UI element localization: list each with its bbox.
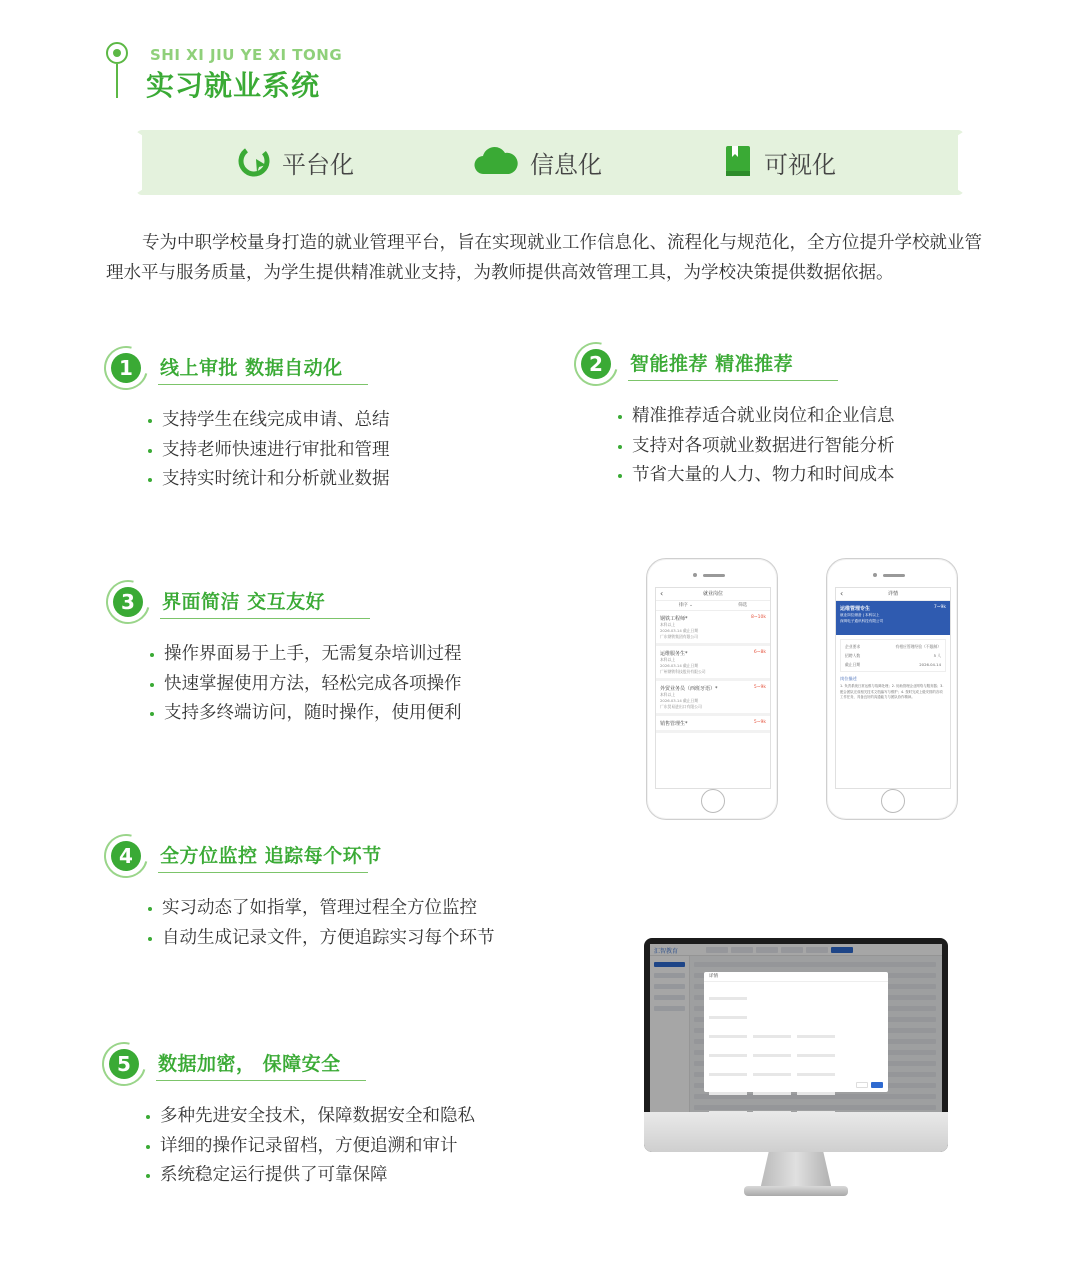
list-item: 支持多终端访问，随时操作，使用便利 bbox=[150, 699, 530, 729]
detail-section-title: 岗位描述 bbox=[840, 676, 857, 681]
feature-title: 线上审批 数据自动化 bbox=[160, 357, 343, 379]
job-meta: 本科以上 bbox=[660, 657, 676, 662]
feature-list bbox=[150, 640, 530, 729]
list-item: 支持对各项就业数据进行智能分析 bbox=[618, 432, 998, 462]
list-item: 支持老师快速进行审批和管理 bbox=[148, 436, 528, 466]
number-badge: 3 bbox=[106, 580, 150, 624]
filter-tabs bbox=[656, 601, 770, 611]
divider bbox=[628, 380, 838, 381]
feature-banner bbox=[136, 130, 964, 195]
detail-info-card bbox=[840, 639, 946, 672]
home-button bbox=[881, 789, 905, 813]
phone-mockup-job-detail bbox=[826, 558, 958, 820]
detail-meta: 深圳电子通讯科技有限公司 bbox=[840, 619, 884, 623]
banner-item-visual bbox=[724, 130, 836, 195]
list-item: 支持实时统计和分析就业数据 bbox=[148, 465, 528, 495]
feature-title: 数据加密， 保障安全 bbox=[158, 1053, 341, 1075]
camera-dot bbox=[873, 573, 877, 577]
page-title: 实习就业系统 bbox=[146, 69, 321, 102]
detail-row: 截止日期 2026.04.14 bbox=[845, 662, 941, 667]
admin-logo: 汇智教育 bbox=[654, 948, 679, 955]
list-item: 精准推荐适合就业岗位和企业信息 bbox=[618, 402, 998, 432]
list-item: 系统稳定运行提供了可靠保障 bbox=[146, 1161, 526, 1191]
phone-screen bbox=[655, 587, 771, 789]
list-item: 多种先进安全技术，保障数据安全和隐私 bbox=[146, 1102, 526, 1132]
job-title: 钢铁工程师* bbox=[660, 616, 688, 622]
job-title: 运维服务生* bbox=[660, 651, 688, 657]
dialog-buttons bbox=[856, 1082, 883, 1088]
job-title: 销售管理生* bbox=[660, 721, 688, 727]
number-badge: 4 bbox=[104, 834, 148, 878]
list-item: 操作界面易于上手，无需复杂培训过程 bbox=[150, 640, 530, 670]
desktop-monitor-mockup bbox=[644, 938, 948, 1152]
job-meta: 本科以上 bbox=[660, 692, 676, 697]
list-item: 支持学生在线完成申请、总结 bbox=[148, 406, 528, 436]
detail-row: 招聘人数 5 人 bbox=[845, 653, 941, 658]
list-item: 详细的操作记录留档，方便追溯和审计 bbox=[146, 1132, 526, 1162]
detail-job-title: 运维管理专生 bbox=[840, 606, 871, 612]
feature-title: 全方位监控 追踪每个环节 bbox=[160, 845, 382, 867]
job-salary: 5~9k bbox=[753, 685, 766, 690]
divider bbox=[156, 1080, 366, 1081]
feature-list bbox=[618, 402, 998, 491]
number-badge: 2 bbox=[574, 342, 618, 386]
confirm-button[interactable] bbox=[871, 1082, 883, 1088]
detail-meta: 就业岗位储备 | 本科以上 bbox=[840, 613, 880, 617]
feature-title: 界面简洁 交互友好 bbox=[162, 591, 326, 613]
job-item[interactable] bbox=[656, 681, 770, 716]
job-meta: 本科以上 bbox=[660, 622, 676, 627]
divider bbox=[158, 384, 368, 385]
monitor-base bbox=[744, 1186, 848, 1196]
tab-filter[interactable]: 筛选 bbox=[738, 603, 748, 608]
job-meta: 广东钢铁集团有限公司 bbox=[660, 634, 698, 639]
monitor-stand bbox=[760, 1152, 832, 1190]
list-item: 快速掌握使用方法，轻松完成各项操作 bbox=[150, 670, 530, 700]
job-salary: 8~10k bbox=[751, 615, 766, 620]
list-item: 节省大量的人力、物力和时间成本 bbox=[618, 461, 998, 491]
screen-title: ‹ 详情 bbox=[836, 588, 950, 601]
job-meta: 2026.03.14 截止日期 bbox=[660, 663, 699, 668]
banner-label: 可视化 bbox=[764, 151, 836, 179]
dialog-fields bbox=[704, 982, 888, 1112]
dialog-title: 详情 bbox=[704, 972, 888, 982]
job-meta: 广东贸易进出口有限公司 bbox=[660, 704, 702, 709]
list-item: 自动生成记录文件，方便追踪实习每个环节 bbox=[148, 924, 508, 954]
job-meta: 2026.03.14 截止日期 bbox=[660, 628, 699, 633]
cancel-button[interactable] bbox=[856, 1082, 868, 1088]
banner-label: 平台化 bbox=[282, 151, 354, 179]
banner-label: 信息化 bbox=[530, 151, 602, 179]
phone-screen bbox=[835, 587, 951, 789]
feature-list bbox=[146, 1102, 526, 1191]
list-item: 实习动态了如指掌，管理过程全方位监控 bbox=[148, 894, 508, 924]
header-pin-icon bbox=[106, 42, 128, 98]
job-item[interactable] bbox=[656, 611, 770, 646]
screen-title: ‹ 就业岗位 bbox=[656, 588, 770, 601]
divider bbox=[160, 618, 370, 619]
book-icon bbox=[724, 145, 752, 181]
monitor-screen bbox=[650, 944, 942, 1112]
refresh-circle-icon bbox=[238, 145, 270, 181]
job-item[interactable] bbox=[656, 646, 770, 681]
monitor-chin bbox=[644, 1112, 948, 1152]
divider bbox=[158, 872, 368, 873]
banner-item-information bbox=[474, 130, 602, 195]
speaker bbox=[703, 574, 725, 577]
detail-header bbox=[836, 601, 950, 635]
speaker bbox=[883, 574, 905, 577]
feature-title: 智能推荐 精准推荐 bbox=[630, 353, 794, 375]
feature-list bbox=[148, 406, 528, 495]
detail-salary: 7~9k bbox=[933, 605, 946, 610]
job-salary: 6~8k bbox=[753, 650, 766, 655]
camera-dot bbox=[693, 573, 697, 577]
job-item[interactable] bbox=[656, 716, 770, 733]
detail-row: 企业要求 有相应管理经验（不限制） bbox=[845, 644, 941, 649]
job-salary: 5~9k bbox=[753, 720, 766, 725]
job-meta: 2026.03.14 截止日期 bbox=[660, 698, 699, 703]
detail-description: 1. 负责系统日常运维与故障处理；2. 协助管理企业网络与服务器；3. 配合团队完成相关技术文档编写与维护；4. 按时完成上级安排的各项工作任务，具备良好的沟通能力与团队协作精神。 bbox=[840, 684, 944, 700]
job-title: 外贸业务员（西班牙语）* bbox=[660, 686, 718, 692]
banner-item-platform bbox=[238, 130, 354, 195]
detail-dialog bbox=[704, 972, 888, 1092]
phone-mockup-job-list bbox=[646, 558, 778, 820]
feature-list bbox=[148, 894, 508, 953]
cloud-icon bbox=[474, 146, 518, 180]
number-badge: 5 bbox=[102, 1042, 146, 1086]
intro-paragraph: 专为中职学校量身打造的就业管理平台，旨在实现就业工作信息化、流程化与规范化，全方位提升学校就业管理水平与服务质量，为学生提供精准就业支持，为教师提供高效管理工具，为学校决策提供数据依据。 bbox=[106, 233, 982, 283]
tab-sort[interactable]: 排序 ⌄ bbox=[678, 603, 693, 608]
number-badge: 1 bbox=[104, 346, 148, 390]
job-meta: 广州钢铁科技股份有限公司 bbox=[660, 669, 706, 674]
home-button bbox=[701, 789, 725, 813]
header-pinyin: SHI XI JIU YE XI TONG bbox=[150, 46, 343, 64]
